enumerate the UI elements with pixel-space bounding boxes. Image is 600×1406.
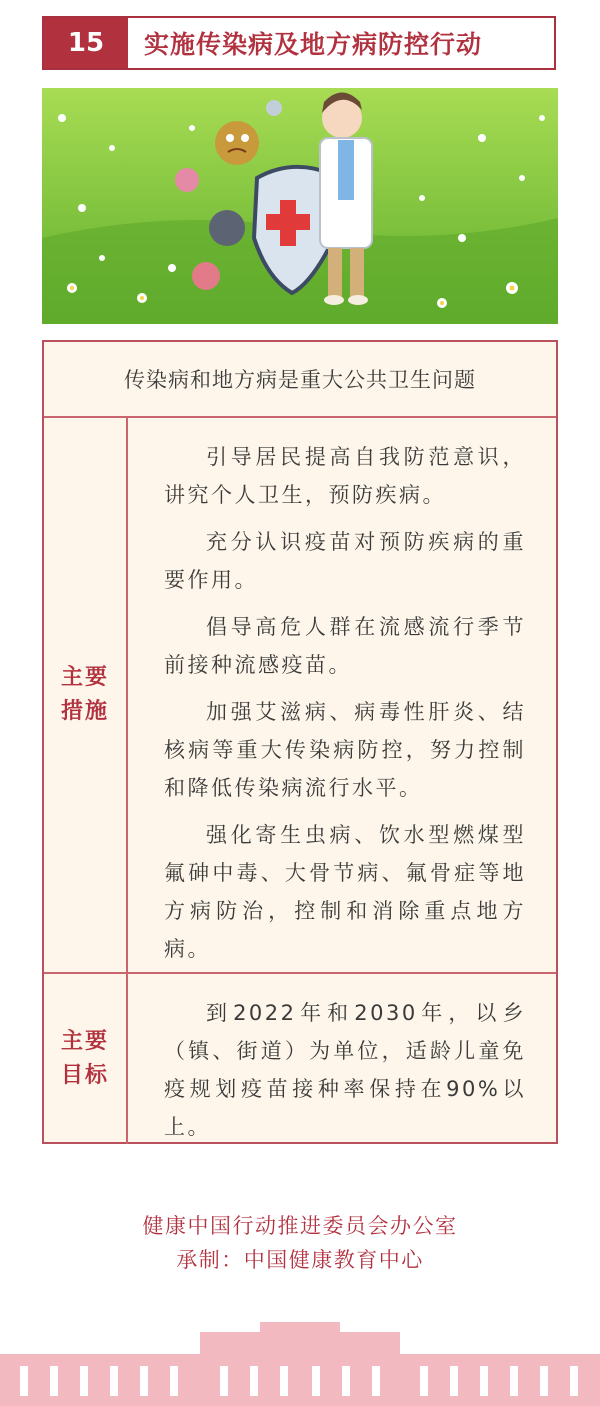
measure-item: 加强艾滋病、病毒性肝炎、结核病等重大传染病防控，努力控制和降低传染病流行水平。 xyxy=(164,700,526,800)
goals-label: 主要目标 xyxy=(60,1029,109,1088)
goals-content xyxy=(128,974,556,1144)
measures-label: 主要措施 xyxy=(60,665,109,724)
goals-label-cell xyxy=(44,974,128,1144)
goals-row xyxy=(44,974,556,1144)
measure-item: 充分认识疫苗对预防疾病的重要作用。 xyxy=(164,530,526,592)
section-number: 15 xyxy=(44,18,128,68)
info-table xyxy=(42,340,558,1144)
illustration xyxy=(42,88,558,324)
measures-row xyxy=(44,418,556,974)
measure-item: 倡导高危人群在流感流行季节前接种流感疫苗。 xyxy=(164,615,526,677)
doctor-shield-germs-illustration xyxy=(42,88,558,324)
goal-item: 到2022年和2030年，以乡（镇、街道）为单位，适龄儿童免疫规划疫苗接种率保持在90%以上。 xyxy=(164,1001,526,1139)
section-header xyxy=(42,16,556,70)
table-heading: 传染病和地方病是重大公共卫生问题 xyxy=(44,342,556,418)
germ-icon xyxy=(215,121,259,165)
section-title: 实施传染病及地方病防控行动 xyxy=(144,30,483,59)
measure-item: 强化寄生虫病、饮水型燃煤型氟砷中毒、大骨节病、氟骨症等地方病防治，控制和消除重点地方病。 xyxy=(164,823,526,961)
footer-office: 健康中国行动推进委员会办公室 xyxy=(142,1214,458,1238)
measures-label-cell xyxy=(44,418,128,972)
measure-item: 引导居民提高自我防范意识，讲究个人卫生，预防疾病。 xyxy=(164,445,526,507)
building-silhouette-icon xyxy=(0,1318,600,1406)
footer-producer: 承制：中国健康教育中心 xyxy=(176,1248,424,1272)
measures-content xyxy=(128,418,556,972)
